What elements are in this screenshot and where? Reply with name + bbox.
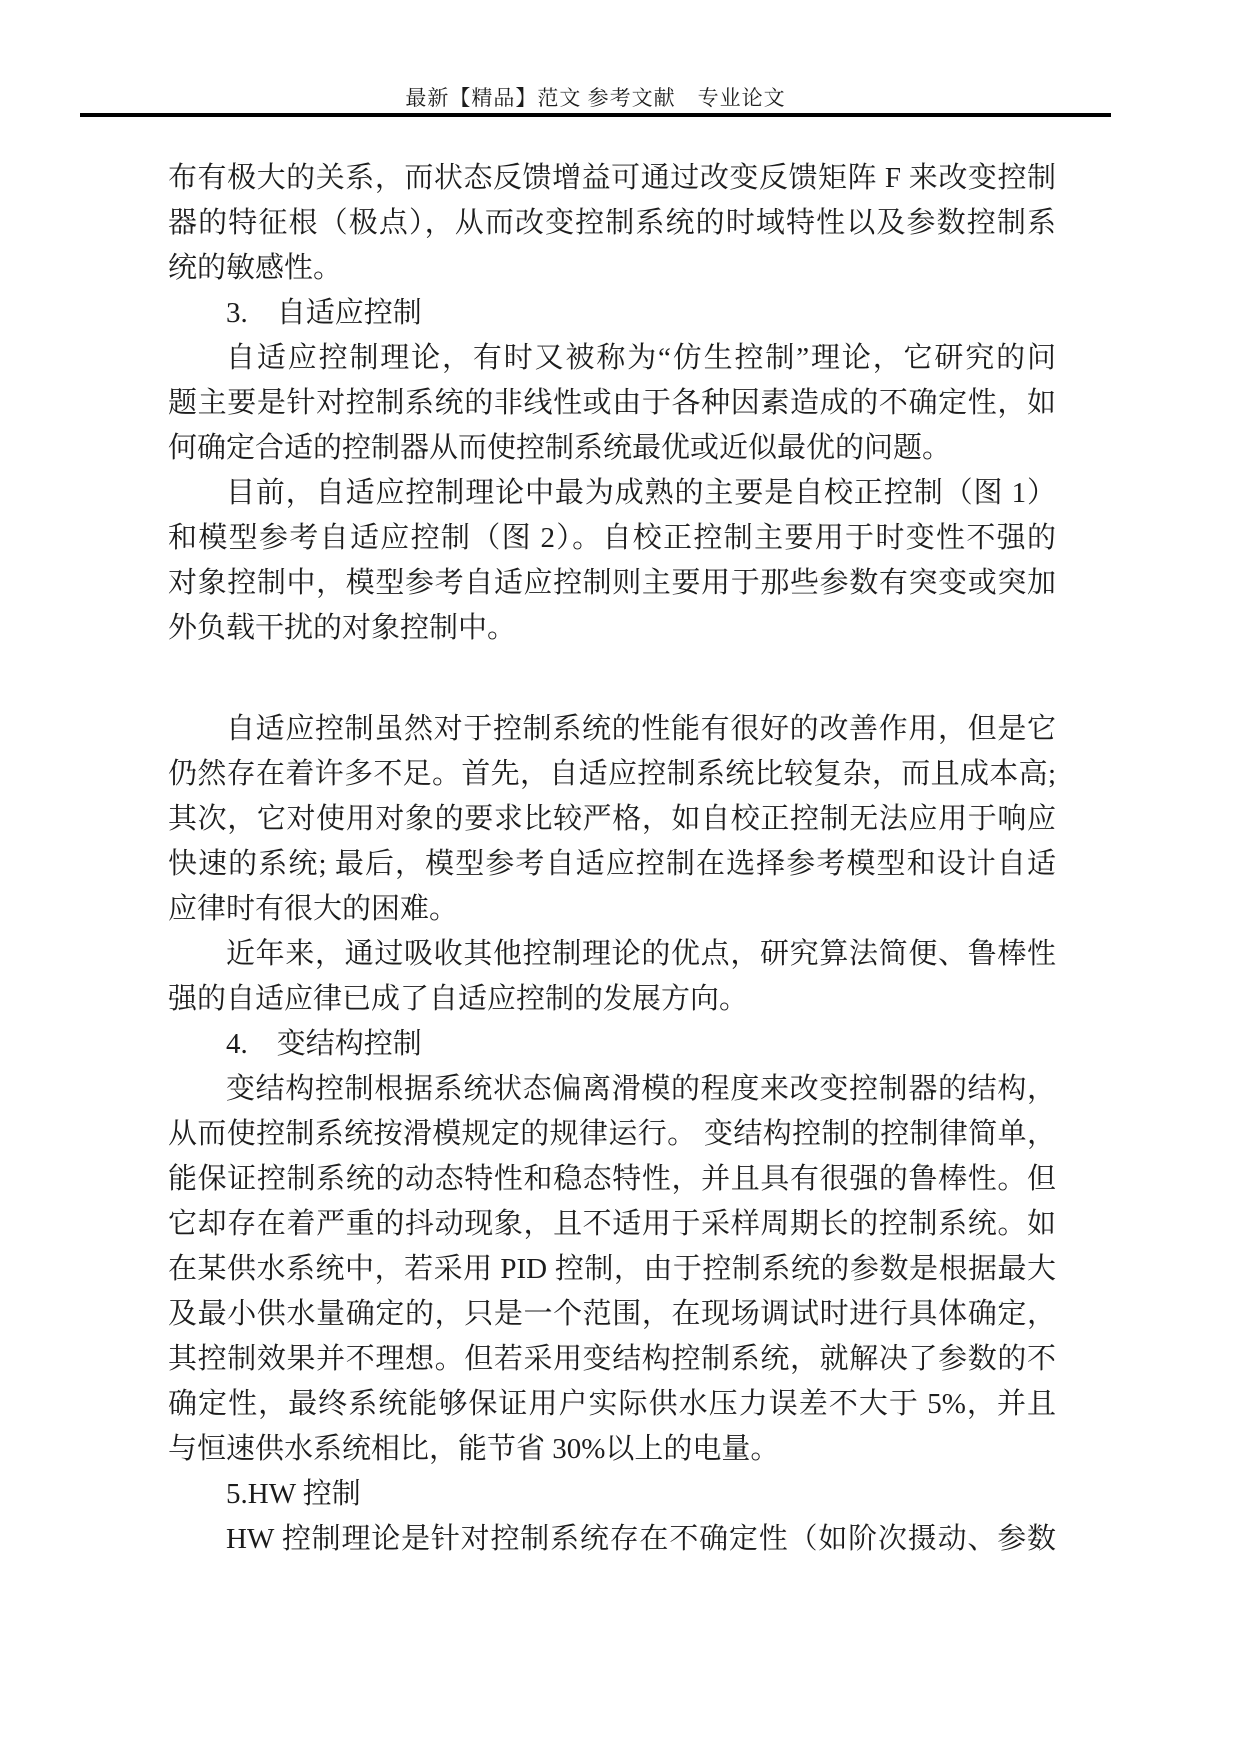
text-line: 外负载干扰的对象控制中。 [168, 612, 517, 644]
paragraph-gap [168, 651, 1056, 707]
text-line: HW 控制理论是针对控制系统存在不确定性（如阶次摄动、参数 [226, 1523, 1056, 1555]
text-line: 目前，自适应控制理论中最为成熟的主要是自校正控制（图 1） [226, 477, 1056, 509]
text-line: 自适应控制理论，有时又被称为“仿生控制”理论，它研究的问 [226, 342, 1056, 374]
text-line: 自适应控制虽然对于控制系统的性能有很好的改善作用，但是它 [226, 713, 1056, 745]
page-header: 最新【精品】范文 参考文献 专业论文 [405, 86, 786, 110]
text-line: 确定性，最终系统能够保证用户实际供水压力误差不大于 5%，并且 [168, 1388, 1056, 1420]
text-line: 和模型参考自适应控制（图 2）。自校正控制主要用于时变性不强的 [168, 522, 1056, 554]
text-line: 在某供水系统中，若采用 PID 控制，由于控制系统的参数是根据最大 [168, 1253, 1056, 1285]
text-line: 及最小供水量确定的，只是一个范围，在现场调试时进行具体确定， [168, 1298, 1056, 1330]
text-line: 题主要是针对控制系统的非线性或由于各种因素造成的不确定性，如 [168, 387, 1056, 419]
document-body [168, 156, 1056, 1562]
text-line: 能保证控制系统的动态特性和稳态特性，并且具有很强的鲁棒性。但 [168, 1163, 1056, 1195]
text-line: 快速的系统; 最后，模型参考自适应控制在选择参考模型和设计自适 [168, 848, 1056, 880]
header-rule [80, 113, 1111, 117]
text-line: 变结构控制根据系统状态偏离滑模的程度来改变控制器的结构， [226, 1073, 1056, 1105]
text-line: 仍然存在着许多不足。首先，自适应控制系统比较复杂，而且成本高; [168, 758, 1056, 790]
text-line: 它却存在着严重的抖动现象，且不适用于采样周期长的控制系统。如 [168, 1208, 1056, 1240]
text-line: 统的敏感性。 [168, 252, 343, 284]
text-line: 其次，它对使用对象的要求比较严格，如自校正控制无法应用于响应 [168, 803, 1056, 835]
text-line: 何确定合适的控制器从而使控制系统最优或近似最优的问题。 [168, 432, 952, 464]
text-line: 应律时有很大的困难。 [168, 893, 459, 925]
text-line: 与恒速供水系统相比，能节省 30%以上的电量。 [168, 1433, 780, 1465]
section-heading-3: 3. 自适应控制 [226, 297, 422, 329]
text-line: 布有极大的关系，而状态反馈增益可通过改变反馈矩阵 F 来改变控制 [168, 162, 1056, 194]
section-heading-4: 4. 变结构控制 [226, 1028, 422, 1060]
text-line: 近年来，通过吸收其他控制理论的优点，研究算法简便、鲁棒性 [226, 938, 1056, 970]
text-line: 强的自适应律已成了自适应控制的发展方向。 [168, 983, 749, 1015]
section-heading-5: 5.HW 控制 [226, 1478, 361, 1510]
text-line: 从而使控制系统按滑模规定的规律运行。 变结构控制的控制律简单， [168, 1118, 1056, 1150]
text-line: 其控制效果并不理想。但若采用变结构控制系统，就解决了参数的不 [168, 1343, 1056, 1375]
text-line: 器的特征根（极点），从而改变控制系统的时域特性以及参数控制系 [168, 207, 1056, 239]
text-line: 对象控制中，模型参考自适应控制则主要用于那些参数有突变或突加 [168, 567, 1056, 599]
